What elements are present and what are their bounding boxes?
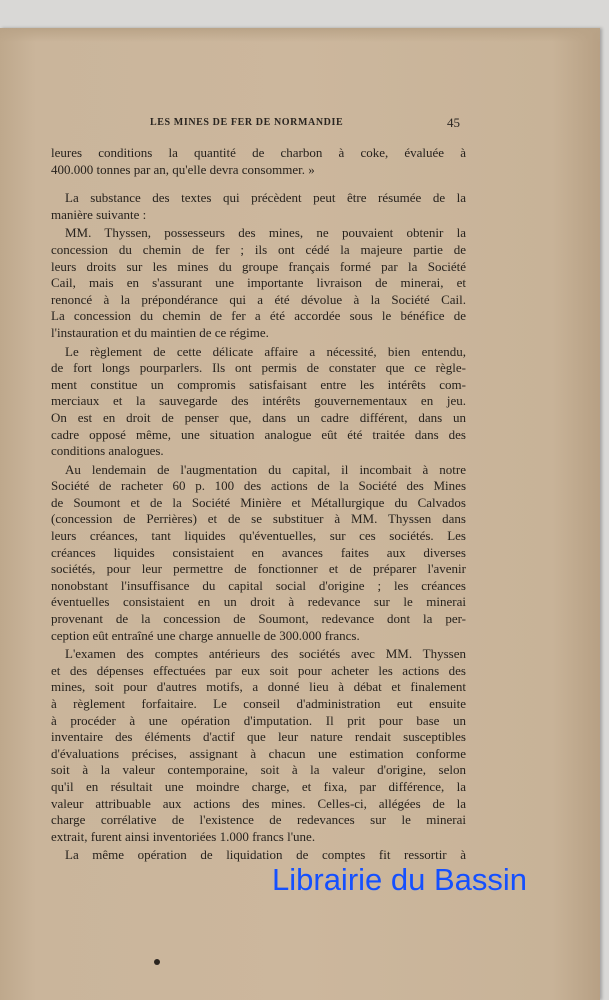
text-line: merciaux et la sauvegarde des intérêts gouvernementaux en jeu. bbox=[51, 393, 466, 409]
text-line: (concession de Perrières) et de se substituer à MM. Thyssen dans bbox=[51, 511, 466, 527]
text-line: ment constitue un compromis satisfaisant entre les intérêts com- bbox=[51, 376, 466, 392]
text-line: leures conditions la quantité de charbon à coke, évaluée à bbox=[51, 145, 466, 160]
text-line: cadre opposé même, une situation analogue eût été traitée dans des bbox=[51, 426, 466, 442]
text-line: Cail, mais en s'assurant une importante livraison de minerai, et bbox=[51, 275, 466, 291]
text-line: charge corrélative de l'existence de redevances sur le minerai bbox=[51, 812, 466, 828]
paragraph bbox=[51, 646, 466, 845]
text-line: MM. Thyssen, possesseurs des mines, ne pouvaient obtenir la bbox=[65, 225, 466, 241]
text-line: 400.000 tonnes par an, qu'elle devra consommer. » bbox=[51, 161, 315, 177]
paragraph bbox=[51, 145, 466, 178]
text-line: renoncé à la prépondérance qui a été dévolue à la Société Cail. bbox=[51, 291, 466, 307]
paragraph bbox=[51, 225, 466, 341]
text-line: conditions analogues. bbox=[51, 443, 164, 459]
text-line: Le règlement de cette délicate affaire a nécessité, bien entendu, bbox=[65, 343, 466, 359]
text-line: Au lendemain de l'augmentation du capital, il incombait à notre bbox=[65, 461, 466, 477]
text-line: ception eût entraîné une charge annuelle de 300.000 francs. bbox=[51, 627, 360, 643]
running-title: LES MINES DE FER DE NORMANDIE bbox=[150, 117, 344, 128]
text-line: créances liquides consistaient en avances faites aux diverses bbox=[51, 544, 466, 560]
text-line: La même opération de liquidation de comptes fit ressortir à bbox=[65, 847, 466, 863]
paragraph bbox=[51, 190, 466, 223]
text-line: La concession du chemin de fer a été accordée sous le bénéfice de bbox=[51, 308, 466, 324]
text-line: leurs créances, tant liquides qu'éventuelles, sur ces sociétés. Les bbox=[51, 528, 466, 544]
body-text bbox=[51, 145, 466, 864]
text-line: de fort longs pourparlers. Ils ont permis de constater que ce règle- bbox=[51, 360, 466, 376]
watermark: Librairie du Bassin bbox=[272, 862, 528, 897]
text-line: On est en droit de penser que, dans un cadre différent, dans un bbox=[51, 409, 466, 425]
text-line: éventuelles consistaient en un droit à redevance sur le minerai bbox=[51, 594, 466, 610]
text-line: La substance des textes qui précèdent peut être résumée de la bbox=[65, 190, 466, 206]
text-line: de Soumont et de la Société Minière et Métallurgique du Calvados bbox=[51, 494, 466, 510]
paragraph bbox=[51, 462, 466, 645]
text-line: valeur attribuable aux actions des mines. Celles-ci, allégées de la bbox=[51, 795, 466, 811]
text-line: inventaire des éléments d'actif que leur nature rendait susceptibles bbox=[51, 729, 466, 745]
text-line: provenant de la concession de Soumont, redevance dont la per- bbox=[51, 611, 466, 627]
text-line: manière suivante : bbox=[51, 206, 147, 222]
paragraph bbox=[51, 344, 466, 460]
text-line: concession du chemin de fer ; ils ont cédé la majeure partie de bbox=[51, 241, 466, 257]
page-number: 45 bbox=[447, 115, 460, 130]
text-line: L'examen des comptes antérieurs des sociétés avec MM. Thyssen bbox=[65, 646, 466, 662]
text-line: soit à la valeur contemporaine, soit à la valeur d'origine, selon bbox=[51, 762, 466, 778]
text-line: d'évaluations précises, assignant à chacun une estimation conforme bbox=[51, 745, 466, 761]
text-line: nonobstant l'insuffisance du capital social d'origine ; les créances bbox=[51, 577, 466, 593]
text-line: l'instauration et du maintien de ce régime. bbox=[51, 324, 269, 340]
text-line: extrait, furent ainsi inventoriées 1.000 francs l'une. bbox=[51, 828, 316, 844]
text-line: sociétés, pour leur permettre de fonctionner et de préparer l'avenir bbox=[51, 561, 466, 577]
text-line: à règlement forfaitaire. Le conseil d'administration eut ensuite bbox=[51, 696, 466, 711]
text-line: et des dépenses effectuées par eux soit pour acheter les actions des bbox=[51, 662, 466, 678]
book-page bbox=[0, 28, 600, 1000]
text-line: Société de racheter 60 p. 100 des actions de la Société des Mines bbox=[51, 478, 466, 494]
text-line: qu'il en résultait une moindre charge, et fixa, par différence, la bbox=[51, 778, 466, 794]
text-line: leurs droits sur les mines du groupe français formé par la Société bbox=[51, 258, 466, 274]
text-line: à procéder à une opération d'imputation. Il prit pour base un bbox=[51, 712, 466, 728]
ink-spot bbox=[154, 959, 160, 965]
text-line: mines, soit pour d'autres motifs, a donné lieu à débat et finalement bbox=[51, 679, 466, 695]
